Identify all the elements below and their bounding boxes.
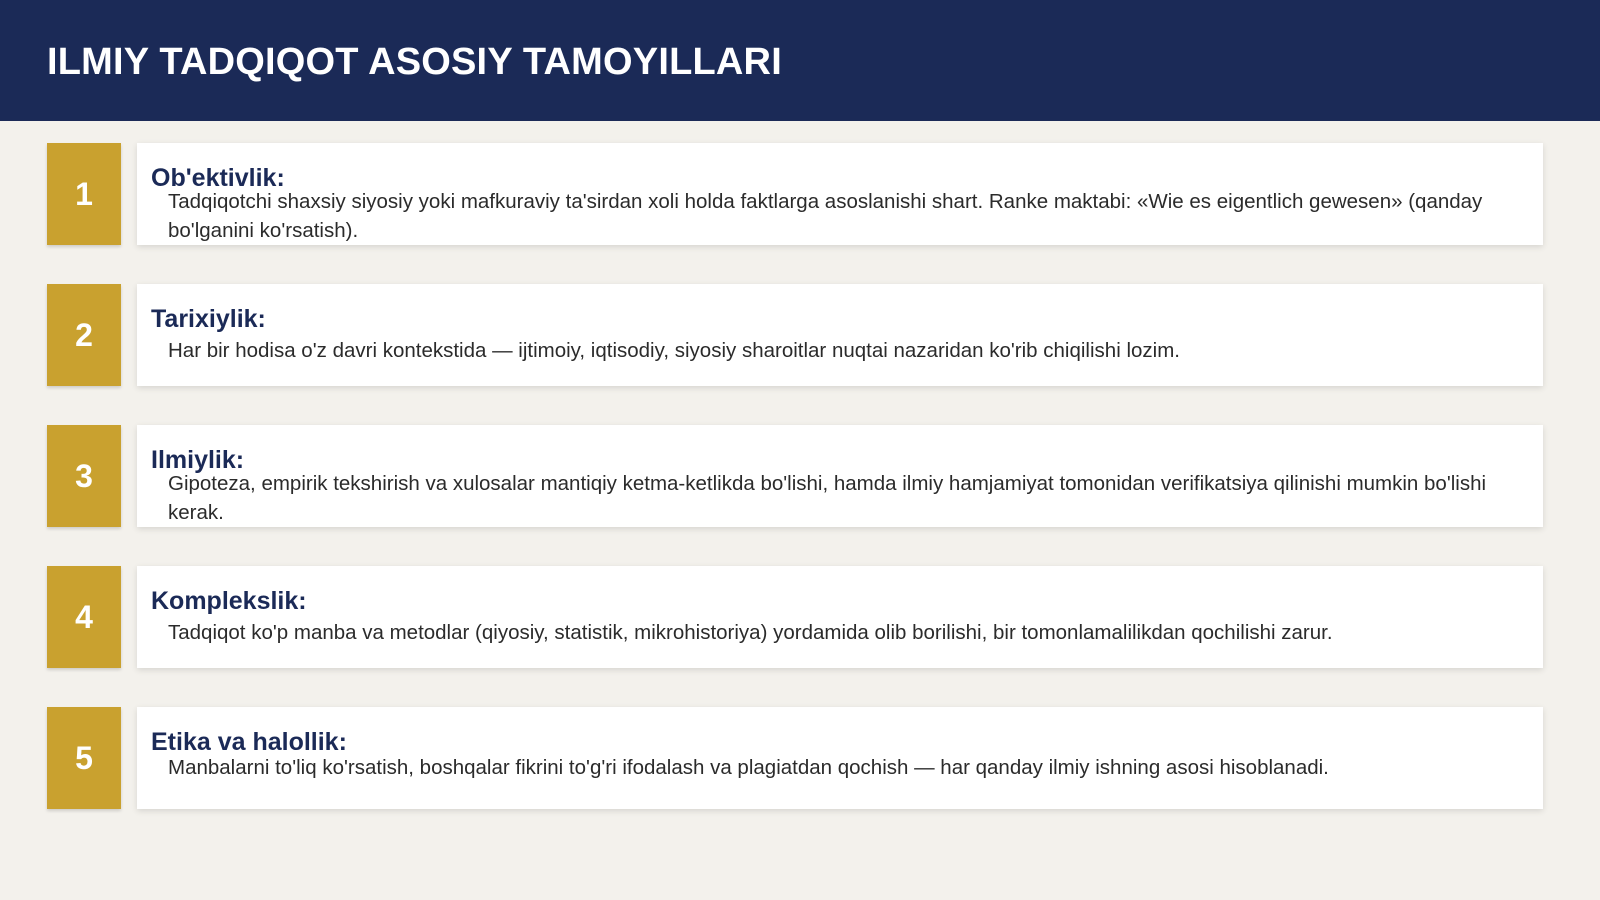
principle-item [0, 707, 1600, 809]
number-badge: 2 [47, 284, 121, 386]
principle-card [137, 143, 1543, 245]
principle-heading: Ilmiylik: [151, 446, 245, 474]
principle-item [0, 143, 1600, 245]
slide-title: ILMIY TADQIQOT ASOSIY TAMOYILLARI [47, 41, 782, 83]
principle-heading: Ob'ektivlik: [151, 164, 285, 192]
principle-item [0, 284, 1600, 386]
principle-description: Har bir hodisa o'z davri kontekstida — ijtimoiy, iqtisodiy, siyosiy sharoitlar nuqtai nazaridan ko'rib chiqilishi lozim. [168, 339, 1180, 362]
principle-item [0, 425, 1600, 527]
principle-heading: Etika va halollik: [151, 728, 347, 756]
principle-description: Tadqiqotchi shaxsiy siyosiy yoki mafkuraviy ta'sirdan xoli holda faktlarga asoslanishi shart. Ranke maktabi: «Wie es eigentlich gewesen» (qanday bo'lganini ko'rsatish). [168, 190, 1483, 242]
principle-description: Manbalarni to'liq ko'rsatish, boshqalar fikrini to'g'ri ifodalash va plagiatdan qochish — har qanday ilmiy ishning asosi hisoblanadi. [168, 756, 1329, 779]
number-badge: 3 [47, 425, 121, 527]
number-badge: 5 [47, 707, 121, 809]
principle-heading: Tarixiylik: [151, 305, 266, 333]
principle-item [0, 566, 1600, 668]
principle-card [137, 707, 1543, 809]
principle-description: Tadqiqot ko'p manba va metodlar (qiyosiy, statistik, mikrohistoriya) yordamida olib borilishi, bir tomonlamalilikdan qochilishi zarur. [168, 621, 1333, 644]
principle-heading: Komplekslik: [151, 587, 307, 615]
number-badge: 4 [47, 566, 121, 668]
principle-card [137, 284, 1543, 386]
principle-card [137, 566, 1543, 668]
number-badge: 1 [47, 143, 121, 245]
principle-description: Gipoteza, empirik tekshirish va xulosalar mantiqiy ketma-ketlikda bo'lishi, hamda ilmiy hamjamiyat tomonidan verifikatsiya qilinishi mumkin bo'lishi kerak. [168, 472, 1487, 524]
principle-card [137, 425, 1543, 527]
